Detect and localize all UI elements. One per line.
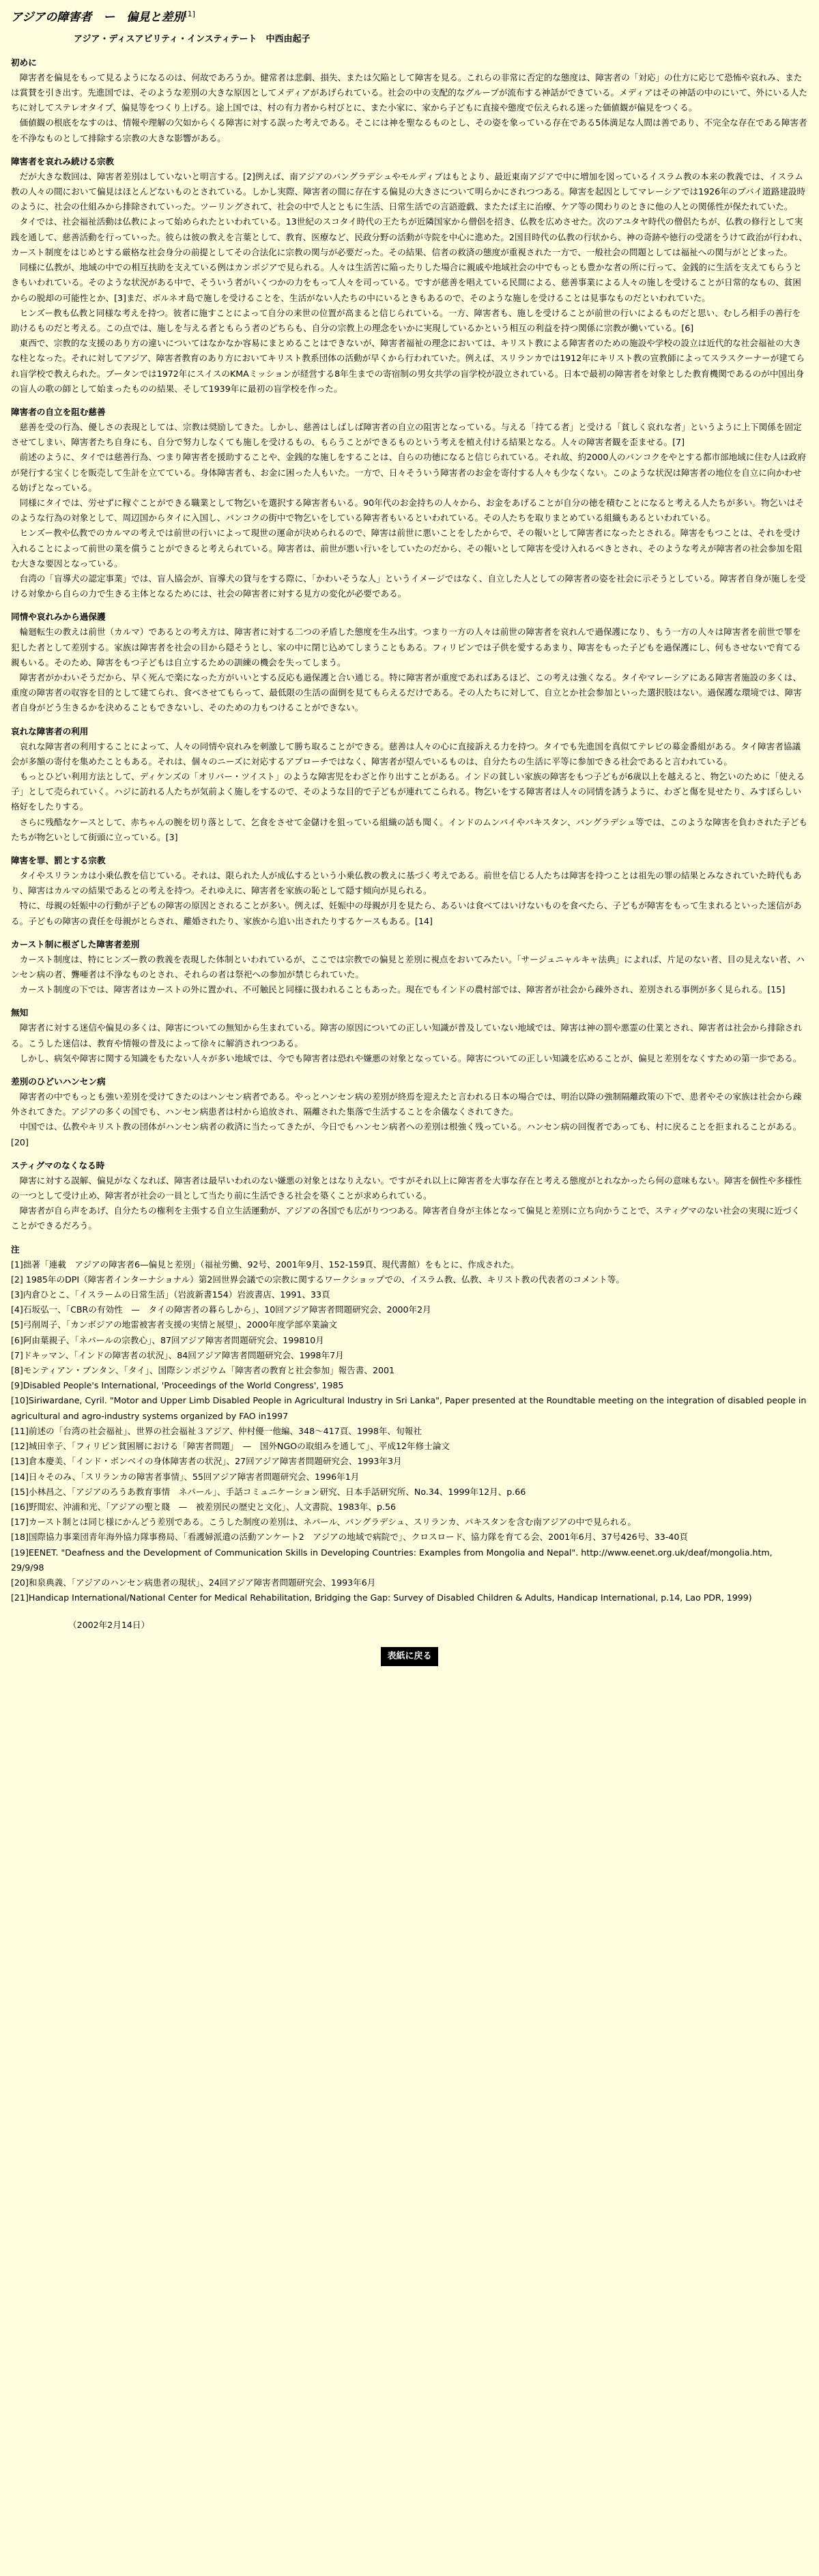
note-item[interactable]: [1]拙著「連載 アジアの障害者6—偏見と差別」（福祉労働、92号、2001年9月、152-159頁、現代書館）をもとに、作成された。 — [11, 1259, 519, 1270]
note-item[interactable]: [3]内倉ひとこ、「イスラームの日常生活」（岩波新書154）岩波書店、1991、33頁 — [11, 1289, 330, 1300]
paragraph: 慈善を受の行為、優しさの表現としては、宗教は奨励してきた。しかし、慈善はしばしば障害者の自立の阻害となっている。与える「持てる者」と受ける「貧しく哀れな者」というように上下関係を固定させてしまい、障害者たち自身にも、自分で努力しなくても施しを受けるもの、もらうことができるものという考えを植え付ける結果となる。人々の障害者観を歪ませる。[7] — [11, 421, 802, 448]
paragraph: 台湾の「盲導犬の認定事業」では、盲人協会が、盲導犬の貸与をする際に、「かわいそうな人」というイメージではなく、自立した人としての障害者の姿を社会に示そうとしている。障害者自身が施しを受ける対象から自らの力で生きる主体となるためには、社会の障害者に対する見方の変化が必要である。 — [11, 573, 806, 599]
note-item[interactable]: [2] 1985年のDPI（障害者インターナショナル）第2回世界会議での宗教に関するワークショップでの、イスラム教、仏教、キリスト教の代表者のコメント等。 — [11, 1274, 624, 1285]
section-heading: 初めに — [11, 57, 37, 68]
paragraph: しかし、病気や障害に関する知識をもたない人々が多い地域では、今でも障害者は恐れや嫌悪の対象となっている。障害についての正しい知識を広めることが、偏見と差別をなくすための第一歩である。 — [19, 1053, 802, 1063]
paragraph: もっとひどい利用方法として、ディケンズの「オリバー・ツイスト」のような障害児をわざと作り出すことがある。インドの貧しい家族の障害をもつ子どもが6歳以上を越えると、物乞いのために「使える子」として売られていく。ハジに訪れる人たちが気前よく施しをするので、そのような目的で子どもが連れてこられる。物乞いをする障害者は人々の同情を誘うように、わざと傷を見せたり、みすぼらしい格好をしたりする。 — [11, 771, 805, 812]
note-item[interactable]: [6]阿由葉親子、「ネパールの宗教心」、87回アジア障害者問題研究会、199810月 — [11, 1334, 324, 1345]
notes-section — [11, 1242, 808, 1606]
paragraph: 特に、母親の妊娠中の行動が子どもの障害の原因とされることが多い。例えば、妊娠中の母親が月を見たら、あるいは食べてはいけないものを食べたら、子どもが障害をもって生まれるといった迷信がある。子どもの障害の責任を母親がとらされ、離婚されたり、家族から追い出されたりするケースもある。[14] — [11, 900, 802, 926]
paragraph: 東西で、宗教的な支援のあり方の違いについてはなかなか容易にまとめることはできないが、障害者福祉の理念においては、キリスト教による障害者のための施設や学校の設立は近代的な社会福祉の大きな柱となった。それに対してアジア、障害者教育のあり方においてキリスト教系団体の活動が早くから行われていた。例えば、スリランカでは1912年にキリスト教の宣教師によってスラスクーナーが建てられ盲学校で教えられた。ブータンでは1972年にスイスのKMAミッションが経営する8年生までの寄宿制の男女共学の盲学校が設立されている。日本で最初の障害者を対象とした教育機関であるのが中国出身の盲人の歌の師として始まったものの結果、そして1939年に最初の盲学校を作った。 — [11, 338, 805, 394]
back-nav — [11, 1647, 808, 1666]
paragraph: 哀れな障害者の利用することによって、人々の同情や哀れみを刺激して勝ち取ることができる。慈善は人々の心に直接訴える力を持つ。タイでも先進国を真似てテレビの募金番組がある。タイ障害者協議会が多額の寄付を集めたこともある。それは、個々のニーズに対応するアプローチではなく、障害者が望んでいるものは、自分たちの生活に平等に参加できる社会であると言われている。 — [11, 741, 801, 767]
note-item[interactable]: [14]日々そのみ、「スリランカの障害者事情」、55回アジア障害者問題研究会、1996年1月 — [11, 1471, 360, 1482]
note-item[interactable]: [10]Siriwardane, Cyril. "Motor and Upper Limb Disabled People in Agricultural Industry in Sri Lanka", Paper presented at the Roundtable meeting on the integration of disabled people in agricultural and agro-industry systems organized by FAO in1997 — [11, 1395, 807, 1421]
paragraph: 前述のように、タイでは慈善行為、つまり障害者を援助することや、金銭的な施しをすることは、自らの功徳になると信じられている。それ故、約2000人のバンコクをやとする都市部地域に住む人は政府が発行する宝くじを販売して生計を立てている。身体障害者も、お金に困った人もいた。一方で、日々そういう障害者のお金を寄付する人々も少なくない。このような状況は障害者の地位を自立に向かわせる妨げとなっている。 — [11, 452, 806, 493]
section-heading: 無知 — [11, 1007, 29, 1018]
section-heading: スティグマのなくなる時 — [11, 1160, 105, 1171]
paragraph: 障害者がかわいそうだから、早く死んで楽になった方がいいとする反応も過保護と合い通じる。特に障害者が重度であればあるほど、この考えは強くなる。タイやマレーシアにある障害者施設の多くは、重度の障害者の収容を目的として建てられ、食べさせてもらって、最低限の生活の面倒を見てもらえるだけである。その人たちに対して、自立とか社会参加といった選択肢はない。過保護な環境では、障害者自身がどう生きるかを決めることもできないし、そのための力もつけることができない。 — [11, 672, 802, 713]
paragraph: カースト制度は、特にヒンズー教の教義を表現した体制といわれているが、ここでは宗教での偏見と差別に視点をおいてみたい。「サージュニャルキャ法典」によれば、片足のない者、目の見えない者、ハンセン病の者、聾唖者は不浄なものとされ、それらの者は祭祀への参加が禁じられていた。 — [11, 954, 805, 980]
paragraph: 障害者を偏見をもって見るようになるのは、何故であろうか。健常者は悲劇、損失、または欠陥として障害を見る。これらの非常に否定的な態度は、障害者の「対応」の仕方に応じて恐怖や哀れみ、または賞賛を引き出す。先進国では、そのような差別の大きな原因としてメディアがあげられている。社会の中の支配的なグループが流布する神話ができている。メディアはその神話の中のにいて、外にいる人たちに対してステレオタイプ、偏見等をつくり上げる。途上国では、村の有力者から村びとに、また小家に、家から子どもに直接や態度で伝えられる迷った価値観が偏見をつくる。 — [11, 72, 807, 113]
title-note-link[interactable]: [1] — [184, 10, 195, 18]
date: （2002年2月14日） — [68, 1620, 150, 1631]
paragraph: 輪廻転生の教えは前世（カルマ）であるとの考え方は、障害者に対する二つの矛盾した態度を生み出す。つまり一方の人々は前世の障害者を哀れんで過保護になり、もう一方の人々は障害者を前世で罪を犯した者として差別する。家族は障害者を社会の目から隠そうとし、家の中に閉じ込めてしまうこともある。フィリピンでは子供を愛するあまり、障害をもった子どもを過保護にし、何もさせないで育てる親もいる。そのため、障害をもつ子どもは自立するための訓練の機会を失ってしまう。 — [11, 627, 801, 668]
note-item[interactable]: [20]和泉典義、「アジアのハンセン病患者の現状」、24回アジア障害者問題研究会、1993年6月 — [11, 1577, 376, 1588]
note-item[interactable]: [11]前述の「台湾の社会福祉」、世界の社会福祉３アジア、仲村優一他編、348～417頁、1998年、旬報社 — [11, 1425, 422, 1436]
note-item[interactable]: [5]弓削周子、「カンボジアの地雷被害者支援の実情と展望」、2000年度学部卒業論文 — [11, 1319, 338, 1330]
note-item[interactable]: [17]カースト制とは同じ様にかんどう差別である。こうした制度の差別は、ネパール、バングラデシュ、スリランカ、パキスタンを含む南アジアの中で見られる。 — [11, 1517, 636, 1528]
note-item[interactable]: [21]Handicap International/National Center for Medical Rehabilitation, Bridging the Gap: Survey of Disabled Children & Adults, Handicap International, p.14, Lao PDR, 1999) — [11, 1592, 752, 1603]
note-item[interactable]: [8]モンティアン・ブンタン、「タイ」、国際シンポジウム「障害者の教育と社会参加」報告書、2001 — [11, 1365, 395, 1376]
paragraph: 同様にタイでは、労せずに稼ぐことができる職業として物乞いを選択する障害者もいる。90年代のお金持ちの人々から、お金をあげることが自分の徳を積むことになると考える人たちが多い。物乞いはそのような行為の対象として、周辺国からタイに入国し、バンコクの街中で物乞いをしている障害者もいるといわれている。その人たちを取りまとめている組織もあるといわれている。 — [11, 497, 804, 524]
section-heading: 哀れな障害者の利用 — [11, 726, 89, 736]
note-item[interactable]: [15]小林昌之、「アジアのろうあ教育事情 ネパール」、手話コミュニケーション研究、日本手話研究所、No.34、1999年12月、p.66 — [11, 1486, 526, 1497]
paragraph: タイやスリランカは小乗仏教を信じている。それは、限られた人が成仏するという小乗仏教の教えに基づく考えである。前世を信じる人たちは障害を持つことは祖先の罪の結果とみなされていた時代もあり、障害はカルマの結果であるとの考えを持つ。それゆえに、障害者を家族の恥として隠す傾向が見られる。 — [11, 870, 802, 896]
section-heading: 同情や哀れみから過保護 — [11, 612, 106, 622]
article-body — [11, 55, 808, 1234]
notes-list — [11, 1257, 808, 1606]
back-to-top-button[interactable]: 表紙に戻る — [381, 1647, 437, 1666]
paragraph: タイでは、社会福祉活動は仏教によって始められたといわれている。13世紀のスコタイ時代の王たちが近隣国家から僧侶を招き、仏教を広めさせた。次のアユタヤ時代の僧侶たちが、仏教の修行として実践を通して、慈善活動を行っていった。彼らは彼の教えを言葉として、教育、医療など、民政分野の活動が寺院を中心に進めた。2国目時代の仏教の行状から、神の奇跡や徳行の受諾をうけて政治が行われ、カースト制度をはじめとする厳格な社会身分の前提としてその合法化に宗教の関与が必要だった。その結果、信者の救済の態度が重視された一方で、一般社会の問題としては福祉への関与がとどまった。 — [11, 216, 807, 257]
section-heading: 障害を罪、罰とする宗教 — [11, 855, 106, 865]
note-item[interactable]: [7]ドキッマン、「インドの障害者の状況」、84回アジア障害者問題研究会、1998年7月 — [11, 1349, 344, 1360]
paragraph: 障害者の中でもっとも強い差別を受けてきたのはハンセン病者である。やっとハンセン病の差別が終焉を迎えたと言われる日本の場合では、明治以降の強制隔離政策の下で、患者やその家族は社会から疎外されてきた。アジアの多くの国でも、ハンセン病患者は村から追放され、隔離された集落で生活することを余儀なくされてきた。 — [11, 1091, 802, 1117]
note-item[interactable]: [13]倉本慶美、「インド・ボンベイの身体障害者の状況」、27回アジア障害者問題研究会、1993年3月 — [11, 1456, 402, 1467]
paragraph: 障害者に対する迷信や偏見の多くは、障害についての無知から生まれている。障害の原因についての正しい知識が普及していない地域では、障害は神の罰や悪霊の仕業とされ、障害者は社会から排除される。こうした迷信は、教育や情報の普及によって徐々に解消されつつある。 — [11, 1022, 802, 1048]
notes-heading: 注 — [11, 1244, 20, 1255]
note-item[interactable]: [16]野間宏、沖浦和光、「アジアの聖と賤 — 被差別民の歴史と文化」、人文書院、1983年、p.56 — [11, 1501, 396, 1512]
paragraph: ヒンズー教も仏教と同様な考えを持つ。彼者に施すことによって自分の来世の位置が高まると信じられている。一方、障害者も、施しを受けることが前世の行いによるものだと思い、むしろ相手の善行を助けるものだと考える。この点では、施しを与える者ともらう者のどちらも、自分の宗教上の理念をいかに実現しているかという相互の利益を持つ関係に宗教が働いている。[6] — [11, 307, 801, 333]
author: アジア・ディスアビリティ・インスティテート 中西由起子 — [74, 33, 311, 44]
paragraph: 中国では、仏教やキリスト教の団体がハンセン病者の救済に当たってきたが、今日でもハンセン病者への差別は根強く残っている。ハンセン病の回復者であっても、村に戻ることを拒まれることがある。[20] — [11, 1121, 802, 1147]
paragraph: さらに残酷なケースとして、赤ちゃんの腕を切り落として、乞食をさせて金儲けを狙っている組織の話も聞く。インドのムンバイやパキスタン、バングラデシュ等では、このような障害を負わされた子どもたちが物乞いとして街頭に立っている。[3] — [11, 816, 807, 842]
paragraph: カースト制度の下では、障害者はカーストの外に置かれ、不可触民と同様に扱われることもあった。現在でもインドの農村部では、障害者が社会から疎外され、差別される事例が多く見られる。[15] — [19, 984, 786, 995]
section-heading: 差別のひどいハンセン病 — [11, 1076, 106, 1087]
paragraph: 価値観の根底をなすのは、情報や理解の欠如からくる障害に対する誤った考えである。そこには神を聖なるものとし、その姿を象っている存在である5体満足な人間は善であり、不完全な存在である障害者を不浄なものとして排除する宗教の大きな影響がある。 — [11, 117, 807, 143]
note-item[interactable]: [19]EENET. "Deafness and the Development of Communication Skills in Developing Countries: Examples from Mongolia and Nepal". http://www.eenet.org.uk/deaf/mongolia.htm, 29/9/98 — [11, 1547, 773, 1573]
section-heading: カースト制に根ざした障害者差別 — [11, 939, 140, 949]
paragraph: ヒンズー教や仏教でのカルマの考えでは前世の行いによって現世の運命が決められるので、障害は前世に悪いことをしたからで、その報いとして障害者になったとされる。障害をもつことは、それを受け入れることによって前世の業を償うことができると考えられている。障害者は、前世が悪い行いをしていたのだから、その報いとして障害を受け入れるべきとされ、そのような考えが障害者の社会参加を阻む大きな要因となっている。 — [11, 528, 803, 569]
note-item[interactable]: [12]城田幸子、「フィリピン貧困層における「障害者問題」 — 国外NGOの取組みを通して」、平成12年修士論文 — [11, 1441, 450, 1452]
paragraph: 障害に対する誤解、偏見がなくなれば、障害者は最早いわれのない嫌悪の対象とはなりえない。ですがそれ以上に障害者を大事な存在と考える態度がとれなかったら何の意味もない。障害を個性や多様性の一つとして受け止め、障害者が社会の一員として当たり前に生活できる社会を築くことが求められている。 — [11, 1175, 802, 1201]
page-title: アジアの障害者 ー 偏見と差別[1] — [11, 10, 195, 25]
section-heading: 障害者を哀れみ続ける宗教 — [11, 156, 115, 167]
note-item[interactable]: [9]Disabled People's International, 'Proceedings of the World Congress', 1985 — [11, 1380, 344, 1391]
paragraph: だが大きな数回は、障害者差別はしていないと明言する。[2]例えば、南アジアのバングラデシュやモルディブはもとより、最近東南アジアで中に増加を図っているイスラム教の本来の教義では、イスラム教の人々の間において偏見はほとんどないものとされている。しかし実際、障害者の間に存在する偏見の大きさについて明らかにされつつある。障害を起因としてマレーシアでは1926年のプバイ道路建設時のように、社会の仕組みから排除されていった。ツーリングされて、社会の中で人とともに生活、日常生活での言語遊戯、またたば主に治療、ケア等の関わりのときに他の人との関係性が保たれていた。 — [11, 171, 806, 212]
section-heading: 障害者の自立を阻む慈善 — [11, 406, 106, 417]
paragraph: 同様に仏教が、地域の中での相互扶助を支えている例はカンボジアで見られる。人々は生活苦に陥ったりした場合に親戚や地域社会の中でもっとも豊かな者の所に行って、金銭的に生活を支えてもらうときもいわれている。そのような状況がある中で、そういう者がいくつかの力をもって人々を司っている。ですが慈善を唱えている民間による、慈善事業による人々の施しを受けることが日常的なもの、貧困からの脱却の可能性とか、[3]まだ、ボルネオ島で施しを受けることを、生活がない人たちの中にいるときもあるので、そのような施しを受けることは見事なものだといわれていた。 — [11, 262, 802, 303]
note-item[interactable]: [18]国際協力事業団青年海外協力隊事務局、「看護婦派遣の活動アンケート2 アジアの地域で病院で」、クロスロード、協力隊を育てる会、2001年6月、37号426号、33-40頁 — [11, 1532, 688, 1543]
note-item[interactable]: [4]石坂弘一、「CBRの有効性 — タイの障害者の暮らしから」、10回アジア障害者問題研究会、2000年2月 — [11, 1304, 431, 1315]
paragraph: 障害者が自ら声をあげ、自分たちの権利を主張する自立生活運動が、アジアの各国でも広がりつつある。障害者自身が主体となって偏見と差別に立ち向かうことで、スティグマのない社会の実現に近づくことができるだろう。 — [11, 1205, 801, 1231]
